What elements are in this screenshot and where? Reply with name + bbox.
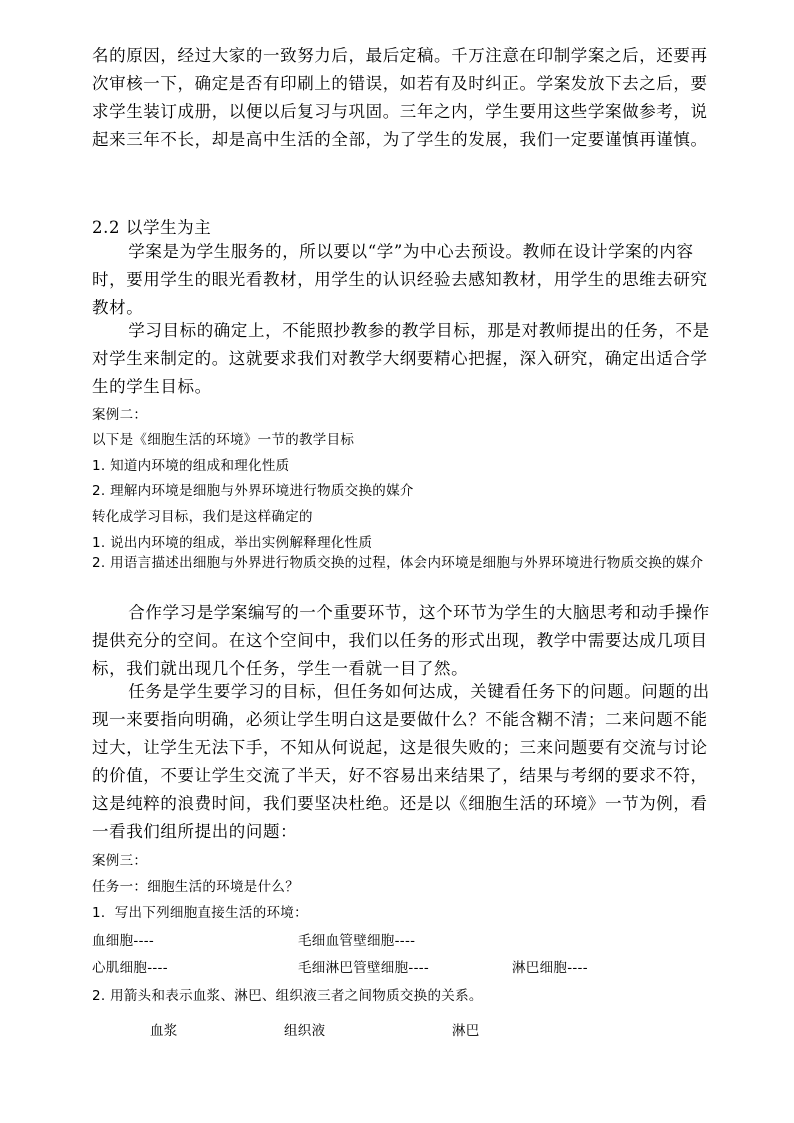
paragraph-cooperative-learning: 合作学习是学案编写的一个重要环节，这个环节为学生的大脑思考和动手操作提供充分的空间。在这个空间中，我们以任务的形式出现，教学中需要达成几项目标，我们就出现几个任务，学生一看就一目了然。	[92, 603, 710, 678]
label-lymph: 淋巴	[452, 1023, 480, 1039]
lymph-cell-blank: 淋巴细胞----	[512, 960, 588, 976]
case3-question-2: 2. 用箭头和表示血浆、淋巴、组织液三者之间物质交换的关系。	[92, 988, 483, 1004]
heart-cell-blank: 心肌细胞----	[92, 960, 168, 976]
case2-goal-1: 1. 知道内环境的组成和理化性质	[92, 458, 290, 474]
case3-label: 案例三：	[92, 853, 148, 869]
intro-paragraph: 名的原因，经过大家的一致努力后，最后定稿。千万注意在印制学案之后，还要再次审核一下，确定是否有印刷上的错误，如若有及时纠正。学案发放下去之后，要求学生装订成册，以便以后复习与巩固。三年之内，学生要用这些学案做参考，说起来三年不长，却是高中生活的全部，为了学生的发展，我们一定要谨慎再谨慎。	[92, 46, 708, 149]
case3-task-1: 任务一：细胞生活的环境是什么？	[92, 879, 299, 895]
case3-question-1: 1．写出下列细胞直接生活的环境：	[92, 905, 308, 921]
case2-student-goal-2: 2. 用语言描述出细胞与外界进行物质交换的过程，体会内环境是细胞与外界环境进行物质交换的媒介	[92, 555, 704, 571]
paragraph-student-centered: 学案是为学生服务的，所以要以“学”为中心去预设。教师在设计学案的内容时，要用学生的眼光看教材，用学生的认识经验去感知教材，用学生的思维去研究教材。	[92, 242, 708, 317]
label-plasma: 血浆	[150, 1023, 178, 1039]
paragraph-tasks: 任务是学生要学习的目标，但任务如何达成，关键看任务下的问题。问题的出现一来要指向明确，必须让学生明白这是要做什么？不能含糊不清；二来问题不能过大，让学生无法下手，不知从何说起，这是很失败的；三来问题要有交流与讨论的价值，不要让学生交流了半天，好不容易出来结果了，结果与考纲的要求不符，这是纯粹的浪费时间，我们要坚决杜绝。还是以《细胞生活的环境》一节为例，看一看我们组所提出的问题：	[92, 682, 710, 841]
case2-goal-2: 2. 理解内环境是细胞与外界环境进行物质交换的媒介	[92, 483, 414, 499]
case2-label: 案例二：	[92, 407, 148, 423]
paragraph-learning-goals: 学习目标的确定上，不能照抄教参的教学目标，那是对教师提出的任务，不是对学生来制定的。这就要求我们对教学大纲要精心把握，深入研究，确定出适合学生的学生目标。	[92, 321, 710, 396]
case2-student-goal-1: 1. 说出内环境的组成，举出实例解释理化性质	[92, 535, 373, 551]
case2-intro: 以下是《细胞生活的环境》一节的教学目标	[92, 432, 355, 448]
blood-cell-blank: 血细胞----	[92, 933, 155, 949]
label-tissue-fluid: 组织液	[284, 1023, 326, 1039]
section-heading: 2.2 以学生为主	[92, 218, 212, 237]
capillary-cell-blank: 毛细血管壁细胞----	[298, 933, 416, 949]
lymph-capillary-cell-blank: 毛细淋巴管壁细胞----	[298, 960, 430, 976]
case2-convert: 转化成学习目标，我们是这样确定的	[92, 509, 313, 525]
